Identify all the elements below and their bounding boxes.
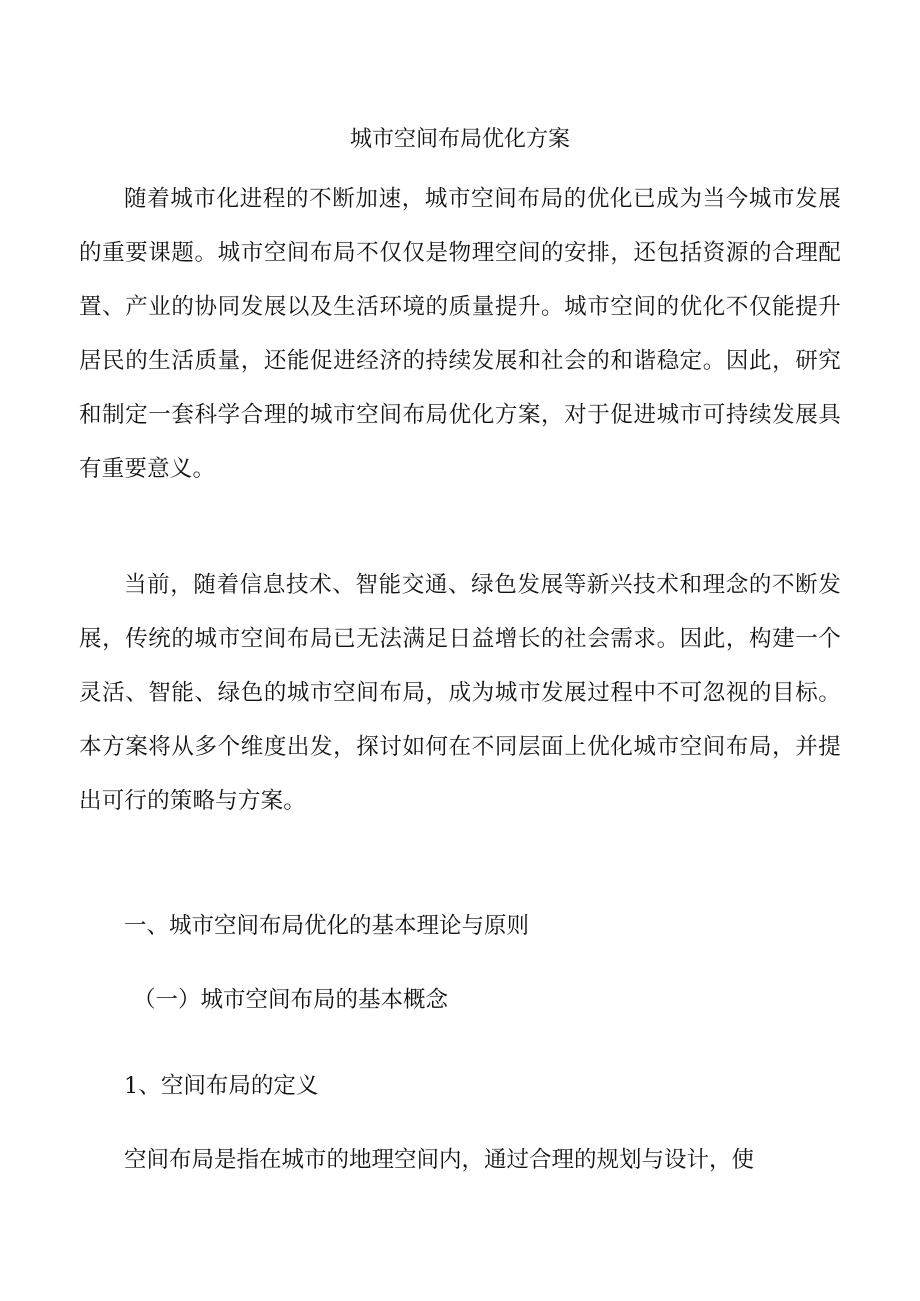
section-heading: 一、城市空间布局优化的基本理论与原则 [124,913,530,939]
body-paragraph-intro: 随着城市化进程的不断加速，城市空间布局的优化已成为当今城市发展的重要课题。城市空间布局不仅仅是物理空间的安排，还包括资源的合理配置、产业的协同发展以及生活环境的质量提升。城市空间的优化不仅能提升居民的生活质量，还能促进经济的持续发展和社会的和谐稳定。因此，研究和制定一套科学合理的城市空间布局优化方案，对于促进城市可持续发展具有重要意义。 [79,186,841,482]
body-paragraph-current-situation: 当前，随着信息技术、智能交通、绿色发展等新兴技术和理念的不断发展，传统的城市空间布局已无法满足日益增长的社会需求。因此，构建一个灵活、智能、绿色的城市空间布局，成为城市发展过程中不可忽视的目标。本方案将从多个维度出发，探讨如何在不同层面上优化城市空间布局，并提出可行的策略与方案。 [79,572,841,814]
subsection-heading: （一）城市空间布局的基本概念 [133,987,449,1013]
document-title: 城市空间布局优化方案 [349,127,570,152]
item-heading: 1、空间布局的定义 [124,1073,319,1099]
body-paragraph-definition: 空间布局是指在城市的地理空间内，通过合理的规划与设计，使 [124,1147,755,1173]
